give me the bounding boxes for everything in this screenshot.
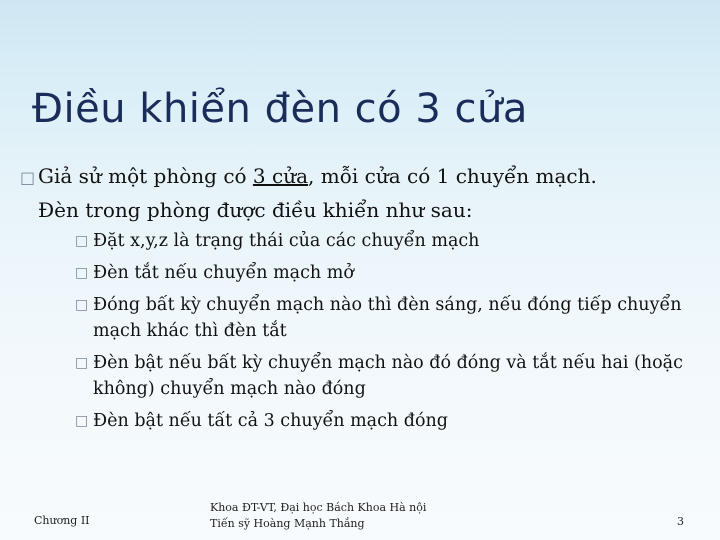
sub-bullet-item <box>75 350 705 402</box>
bullet-square-icon: □ <box>75 355 89 371</box>
sub-bullet-item <box>75 228 705 254</box>
bullet-square-icon: □ <box>75 265 89 281</box>
main-bullet-line-2: Đèn trong phòng được điều khiển như sau: <box>38 198 473 222</box>
sub-bullet-text: Đặt x,y,z là trạng thái của các chuyển mạch <box>93 231 480 251</box>
bullet-square-icon: □ <box>75 297 89 313</box>
main-bullet <box>20 160 710 226</box>
footer-institution: Khoa ĐT-VT, Đại học Bách Khoa Hà nội <box>210 501 427 514</box>
slide-title: Điều khiển đèn có 3 cửa <box>32 86 528 132</box>
footer-author: Tiến sỹ Hoàng Mạnh Thắng <box>210 517 365 530</box>
sub-bullet-item <box>75 408 705 434</box>
page-number: 3 <box>677 515 684 528</box>
footer-credits <box>210 500 426 532</box>
main-bullet-line-1 <box>20 160 710 194</box>
main-bullet-text-post: , mỗi cửa có 1 chuyển mạch. <box>308 164 597 188</box>
footer-chapter: Chương II <box>34 514 90 527</box>
sub-bullet-text: Đóng bất kỳ chuyển mạch nào thì đèn sáng, nếu đóng tiếp chuyển mạch khác thì đèn tắt <box>93 295 682 341</box>
sub-bullet-text: Đèn bật nếu tất cả 3 chuyển mạch đóng <box>93 411 448 431</box>
bullet-square-icon: □ <box>75 233 89 249</box>
main-bullet-text-pre: Giả sử một phòng có <box>38 164 253 188</box>
bullet-square-icon: □ <box>20 168 36 187</box>
bullet-square-icon: □ <box>75 413 89 429</box>
sub-bullet-text: Đèn tắt nếu chuyển mạch mở <box>93 263 354 283</box>
sub-bullet-item <box>75 292 705 344</box>
main-bullet-underlined-text: 3 cửa <box>252 164 309 188</box>
sub-bullet-item <box>75 260 705 286</box>
sub-bullet-text: Đèn bật nếu bất kỳ chuyển mạch nào đó đóng và tắt nếu hai (hoặc không) chuyển mạch nào đóng <box>93 353 683 399</box>
sub-bullet-list <box>75 228 705 440</box>
